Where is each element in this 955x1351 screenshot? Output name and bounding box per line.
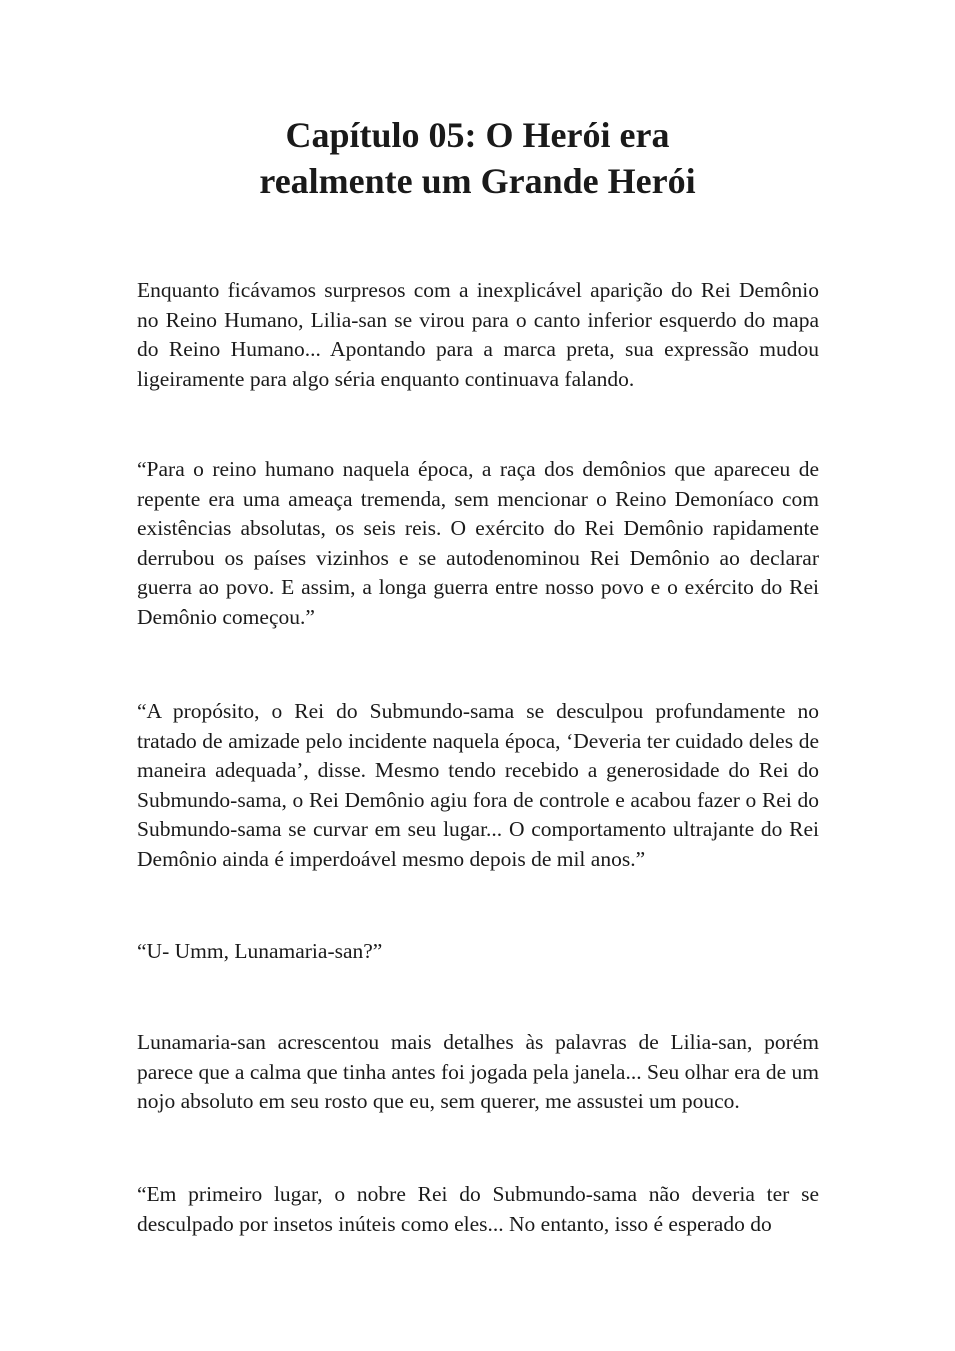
chapter-title-line-2: realmente um Grande Herói [259, 161, 696, 201]
paragraph-dialogue-1: “Para o reino humano naquela época, a raça dos demônios que apareceu de repente era uma ameaça tremenda, sem mencionar o Reino Demoníaco com existências absolutas, os seis reis. O exército do Rei Demônio rapidamente derrubou os países vizinhos e se autodenominou Rei Demônio ao declarar guerra ao povo. E assim, a longa guerra entre nosso povo e o exército do Rei Demônio começou.” [137, 457, 819, 629]
chapter-title [0, 112, 955, 204]
paragraph-dialogue-3: “U- Umm, Lunamaria-san?” [137, 939, 383, 963]
paragraph-dialogue-2: “A propósito, o Rei do Submundo-sama se desculpou profundamente no tratado de amizade pelo incidente naquela época, ‘Deveria ter cuidado deles de maneira adequada’, disse. Mesmo tendo recebido a generosidade do Rei do Submundo-sama, o Rei Demônio agiu fora de controle e acabou fazer o Rei do Submundo-sama se curvar em seu lugar... O comportamento ultrajante do Rei Demônio ainda é imperdoável mesmo depois de mil anos.” [137, 699, 819, 871]
chapter-title-line-1: Capítulo 05: O Herói era [285, 115, 670, 155]
paragraph-dialogue-4: “Em primeiro lugar, o nobre Rei do Submundo-sama não deveria ter se desculpado por insetos inúteis como eles... No entanto, isso é esperado do [137, 1182, 819, 1236]
paragraph-narration-2: Lunamaria-san acrescentou mais detalhes às palavras de Lilia-san, porém parece que a calma que tinha antes foi jogada pela janela... Seu olhar era de um nojo absoluto em seu rosto que eu, sem querer, me assustei um pouco. [137, 1030, 819, 1114]
paragraph-narration-1: Enquanto ficávamos surpresos com a inexplicável aparição do Rei Demônio no Reino Humano, Lilia-san se virou para o canto inferior esquerdo do mapa do Reino Humano... Apontando para a marca preta, sua expressão mudou ligeiramente para algo séria enquanto continuava falando. [137, 278, 819, 391]
